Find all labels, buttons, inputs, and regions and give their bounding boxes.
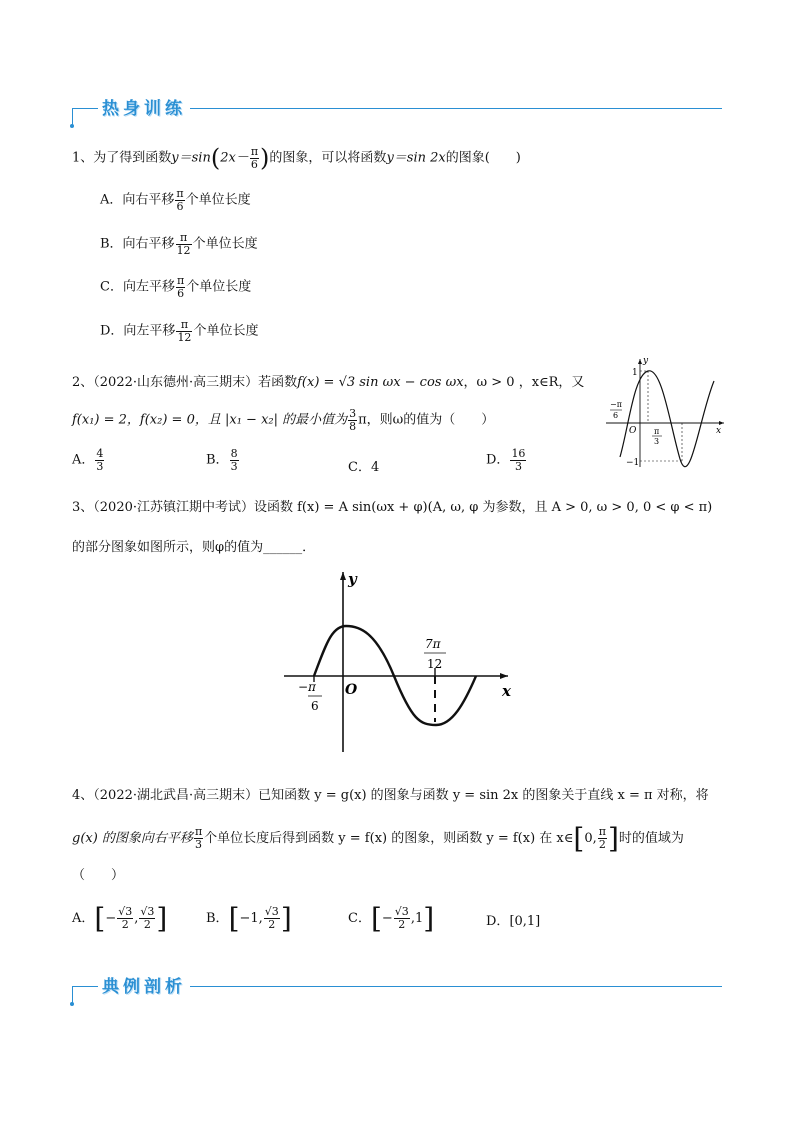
q2-three-label: 3: [654, 437, 660, 446]
q1-option-d[interactable]: D．向左平移 $\frac{\pi}{12}$ 个单位长度: [100, 318, 259, 344]
q3-x-arrow: [500, 673, 508, 679]
q4-option-d[interactable]: D．[0,1]: [486, 914, 541, 929]
section-title: 典例剖析: [98, 974, 190, 1000]
q1-option-a[interactable]: A．向右平移 $\frac{\pi}{6}$ 个单位长度: [100, 187, 251, 213]
q2-neg-pi-label: −π: [610, 400, 622, 409]
q2-option-d[interactable]: D． $\frac{16}{3}$: [486, 447, 526, 473]
q2-graph: [604, 355, 730, 470]
q3-stem-line2: 的部分图象如图所示，则φ的值为______．: [72, 540, 316, 555]
section-header-examples: [72, 974, 722, 1008]
q3-x-label: x: [502, 682, 511, 700]
q2-option-a[interactable]: A． $\frac{4}{3}$: [72, 447, 104, 473]
q3-six-label: 6: [311, 699, 319, 713]
q2-stem-line1: 2、（2022·山东德州·高三期末）若函数f(x) = √3 sin ωx − cos ωx，ω > 0 ，x∈R，又: [72, 375, 585, 390]
q2-pi-label: π: [654, 427, 660, 436]
header-dot: [70, 124, 74, 128]
q4-answer-paren: （ ）: [72, 868, 125, 883]
q3-y-arrow: [340, 572, 346, 580]
q2-x-label: x: [716, 426, 722, 436]
section-title: 热身训练: [98, 96, 190, 122]
q1-option-c[interactable]: C．向左平移 $\frac{\pi}{6}$ 个单位长度: [100, 274, 252, 300]
q2-y-label: y: [643, 356, 649, 366]
q2-six-label: 6: [613, 411, 619, 420]
q4-stem-line1: 4、（2022·湖北武昌·高三期末）已知函数 y = g(x) 的图象与函数 y = sin 2x 的图象关于直线 x = π 对称，将: [72, 788, 709, 803]
q2-neg-one-label: −1: [626, 458, 640, 468]
q1-stem-fraction: $\frac{\pi}{6}$: [250, 144, 259, 171]
q2-option-b[interactable]: B． $\frac{8}{3}$: [206, 447, 238, 473]
q4-stem-line2: g(x) 的图象向右平移 $\frac{\pi}{3}$ 个单位长度后得到函数 y = f(x) 的图象，则函数 y = f(x) 在 x∈[0, $\frac{\pi}{2}$ ]时的值域为: [72, 822, 684, 855]
q2-one-label: 1: [632, 368, 638, 378]
q3-twelve-label: 12: [427, 657, 443, 671]
section-header-warmup: [72, 96, 722, 130]
q4-option-a[interactable]: A．[− $\frac{√3}{2}$ , $\frac{√3}{2}$ ]: [72, 902, 168, 935]
q4-option-b[interactable]: B．[−1, $\frac{√3}{2}$ ]: [206, 902, 292, 935]
q2-option-c[interactable]: C．4: [348, 460, 380, 475]
q2-stem-line2: f(x₁) = 2，f(x₂) = 0，且 |x₁ − x₂| 的最小值为 $\frac{3}{8}$ π，则ω的值为（ ）: [72, 407, 495, 433]
header-dot: [70, 1002, 74, 1006]
q2-origin-label: O: [629, 426, 637, 436]
q4-option-c[interactable]: C．[− $\frac{√3}{2}$ ,1]: [348, 902, 435, 935]
q3-neg-pi-label: −π: [298, 680, 316, 694]
q1-option-b[interactable]: B．向右平移 $\frac{\pi}{12}$ 个单位长度: [100, 231, 258, 257]
q3-origin-label: O: [345, 682, 358, 698]
q3-y-label: y: [348, 570, 357, 588]
q2-curve: [620, 371, 714, 467]
q3-seven-pi-label: 7π: [425, 637, 441, 651]
q2-x-arrow: [719, 421, 724, 425]
q1-stem: 1、为了得到函数y＝sin(2x－ $\frac{\pi}{6}$ )的图象，可以将函数y＝sin 2x的图象( ): [72, 144, 521, 172]
q2-y-arrow: [638, 359, 642, 364]
q3-stem-line1: 3、（2020·江苏镇江期中考试）设函数 f(x) = A sin(ωx + φ)(A, ω, φ 为参数，且 A > 0, ω > 0, 0 < φ < π): [72, 500, 713, 515]
q3-graph: [276, 564, 520, 754]
